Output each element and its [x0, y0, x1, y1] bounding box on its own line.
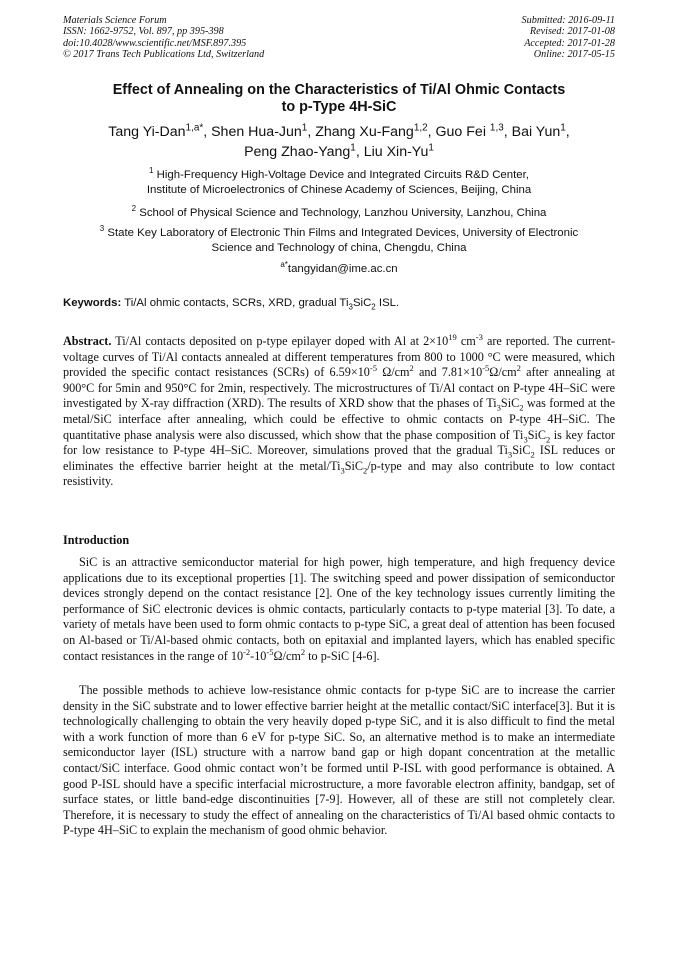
author-affiliation-mark: 1: [350, 142, 356, 154]
subscript: 2: [530, 449, 535, 460]
affiliation-1: [63, 168, 615, 198]
abstract-text: ISL reduces or eliminates the effective barrier height at the metal/Ti: [63, 443, 615, 473]
subscript: 2: [363, 465, 368, 476]
affiliation-1-line-2: Institute of Microelectronics of Chinese Academy of Sciences, Beijing, China: [146, 184, 532, 196]
abstract-text: SiC: [344, 458, 364, 473]
paragraph-text: to p-SiC [4-6].: [305, 648, 380, 663]
author-affiliation-mark: 1,a*: [185, 122, 204, 134]
paragraph-text: -10: [250, 648, 267, 663]
author-affiliation-mark: 1: [301, 122, 308, 134]
author-name: Bai Yun: [511, 124, 561, 140]
author-name: Shen Hua-Jun: [211, 124, 302, 140]
affiliation-3-line-2: Science and Technology of china, Chengdu, China: [211, 242, 467, 254]
superscript: -5: [266, 646, 274, 657]
revised-date: Revised: 2017-01-08: [529, 26, 615, 38]
abstract: [63, 331, 616, 490]
title-line-2: to p-Type 4H-SiC: [281, 99, 397, 115]
keywords-label: Keywords:: [63, 297, 122, 309]
online-date: Online: 2017-05-15: [533, 49, 615, 61]
author-name: Peng Zhao-Yang: [244, 144, 351, 160]
subscript: 3: [340, 465, 345, 476]
affiliation-mark: 3: [99, 224, 105, 234]
journal-name: Materials Science Forum: [63, 15, 167, 26]
abstract-text: /p-type and may also contribute to low contact resistivity.: [63, 458, 615, 489]
abstract-text: SiC: [527, 427, 546, 442]
author-name: Tang Yi-Dan: [108, 124, 186, 140]
accepted-date: Accepted: 2017-01-28: [524, 37, 615, 49]
author-list: Tang Yi-Dan$^{1,a*}$, Shen Hua-Jun$^1$, Zhang Xu-Fang$^{1,2}$, Guo Fei $^{1,3}$, Bai Yun$^1$, Peng Zhao-Yang$^1$, Liu Xin-Yu$^1$: [108, 122, 570, 160]
keywords: [63, 296, 615, 311]
affiliation-mark: 2: [131, 204, 137, 214]
affiliation-1-line-1: High-Frequency High-Voltage Device and Integrated Circuits R&D Center,: [156, 169, 529, 181]
superscript: -3: [475, 331, 483, 342]
intro-paragraph-2: The possible methods to achieve low-resistance ohmic contacts for p-type SiC are to increase the carrier density in the SiC substrate and to lower effective barrier height at the metallic contact/SiC interface[3]. But it is technologically challenging to obtain the very heavily doped p-type SiC, and it is also difficult to find the metal with a work function of more than 6 eV for p-type SiC. So, an alternative method is to make an intermediate semiconductor layer (ISL) structure with a narrow band gap or high dopant concentration at the metallic contact/SiC interface. Good ohmic contact won’t be formed until P-ISL with good performance is obtained. A good P-ISL should have a specific interfacial microstructure, a more favorable electron affinity, bandgap, set of surface states, or little band-edge discontinuities [7-9]. However, all of these are still not completely clear. Therefore, it is necessary to study the effect of annealing on the characteristics of Ti/Al based ohmic contacts to P-type 4H–SiC to explain the mechanism of good ohmic behavior.: [63, 683, 615, 838]
author-name: Guo Fei: [435, 124, 490, 140]
superscript: 2: [300, 646, 306, 657]
issn-line: ISSN: 1662-9752, Vol. 897, pp 395-398: [63, 26, 224, 38]
affiliation-2-line-1: School of Physical Science and Technology, Lanzhou University, Lanzhou, China: [139, 207, 547, 219]
abstract-text: SiC: [512, 443, 531, 458]
author-affiliation-mark: 1,2: [413, 122, 428, 134]
subscript: 3: [523, 434, 528, 444]
author-name: Liu Xin-Yu: [363, 144, 429, 160]
abstract-text: SiC: [500, 396, 520, 411]
abstract-text: Ti/Al contacts deposited on p-type epilayer doped with Al at 2×10: [115, 334, 449, 348]
email-mark: a*: [280, 260, 288, 270]
affiliation-mark: 1: [149, 166, 154, 176]
email-address: tangyidan@ime.ac.cn: [287, 263, 398, 275]
affiliation-3-line-1: State Key Laboratory of Electronic Thin Films and Integrated Devices, University of Electronic: [107, 227, 579, 239]
abstract-text: Ω/cm: [489, 365, 517, 380]
keywords-text: SiC: [352, 297, 372, 309]
journal-info: [63, 15, 264, 61]
subscript: 3: [507, 449, 513, 460]
subscript: 2: [546, 434, 551, 444]
superscript: 19: [448, 331, 457, 342]
keywords-text: ISL.: [375, 297, 400, 309]
affiliation-3: [63, 226, 615, 256]
author-affiliation-mark: 1: [560, 122, 566, 134]
superscript: -5: [369, 363, 377, 374]
corresponding-email: [63, 262, 615, 277]
superscript: 2: [409, 363, 414, 374]
doi-line: doi:10.4028/www.scientific.net/MSF.897.395: [63, 37, 247, 49]
abstract-text: and 7.81×10: [413, 365, 483, 380]
abstract-text: is key factor for low resistance to P-type 4H–SiC. Moreover, simulations proved that the gradual Ti: [63, 427, 615, 458]
paragraph-text: SiC is an attractive semiconductor material for high power, high temperature, and high frequency device applications due to its exceptional properties [1]. The switching speed and power dissipation of semiconductor devices strongly depend on the contact resistance [2]. One of the key technology issues currently limiting the performance of SiC electronic devices is ohmic contacts, particularly contacts to p-type material [3]. To date, a variety of metals have been used to form ohmic contacts to p-type SiC, a great deal of attention has been focused on Al-based or Ti/Al-based ohmic contacts, both on epitaxial and implanted layers, which has enabled specific contact resistances in the range of 10: [63, 555, 615, 663]
subscript: 3: [348, 302, 353, 312]
abstract-text: was formed at the metal/SiC interface after annealing, which could be effective to ohmic contacts on P-type 4H–SiC. The quantitative phase analysis were also discussed, which show that the phase composition of Ti: [63, 396, 615, 442]
abstract-text: after annealing at 900°C for 5min and 950°C for 2min, respectively. The microstructures of Ti/Al contact on P-type 4H–SiC were investigated by X-ray diffraction (XRD). The results of XRD show that the phases of Ti: [63, 365, 615, 411]
superscript: 2: [516, 363, 521, 374]
author-name: Zhang Xu-Fang: [315, 124, 414, 140]
section-heading-introduction: Introduction: [63, 533, 130, 547]
submitted-date: Submitted: 2016-09-11: [521, 15, 615, 26]
keywords-text: Ti/Al ohmic contacts, SCRs, XRD, gradual Ti: [124, 297, 349, 309]
paragraph-text: Ω/cm: [273, 648, 301, 663]
author-affiliation-mark: 1,3: [489, 122, 504, 134]
title-line-1: Effect of Annealing on the Characteristics of Ti/Al Ohmic Contacts: [112, 82, 566, 98]
abstract-text: cm: [456, 334, 476, 348]
intro-paragraph-1: [63, 555, 615, 664]
copyright-line: © 2017 Trans Tech Publications Ltd, Switzerland: [63, 49, 265, 61]
author-affiliation-mark: 1: [428, 142, 434, 154]
abstract-label: Abstract.: [63, 334, 112, 348]
abstract-text: are reported. The current-voltage curves of Ti/Al contacts annealed at different temperatures from 800 to 1000 °C were measured, which provided the specific contact resistances (SCRs) of 6.59×10: [63, 334, 616, 380]
superscript: -5: [482, 363, 490, 374]
subscript: 2: [371, 302, 376, 312]
subscript: 3: [496, 402, 501, 413]
superscript: -2: [243, 646, 251, 657]
paper-title: [63, 82, 615, 116]
publication-dates: [522, 15, 615, 61]
affiliation-2: [63, 206, 615, 221]
subscript: 2: [519, 402, 524, 413]
abstract-text: Ω/cm: [377, 365, 410, 380]
